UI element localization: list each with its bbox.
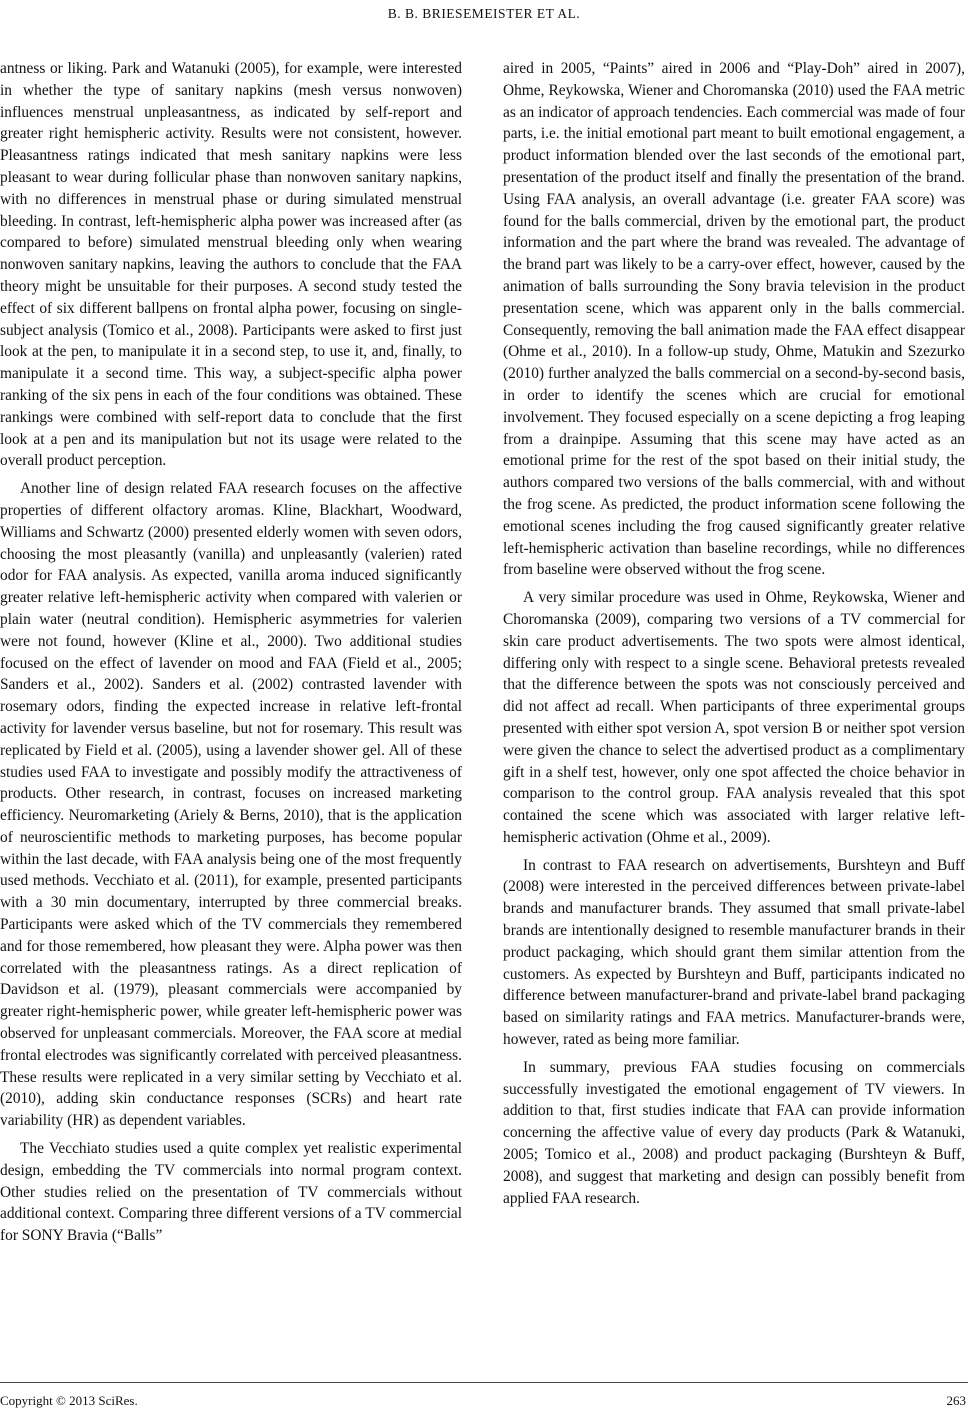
paragraph: aired in 2005, “Paints” aired in 2006 and “Play-Doh” aired in 2007), Ohme, Reykowska, Wiener and Choromanska (2010) used the FAA metric as an indicator of approach tendencies. Each commercial was made of four parts, i.e. the initial emotional part meant to built emotional engagement, a product information blended over the last seconds of the emotional part, presentation of the product itself and finally the presentation of the brand. Using FAA analysis, an overall advantage (i.e. greater FAA score) was found for the balls commercial, driven by the emotional part, the product information and the part where the brand was revealed. The advantage of the brand part was likely to be a carry-over effect, however, caused by the animation of balls surrounding the Sony bravia television in the product presentation scene, which was apparent only in the balls commercial. Consequently, removing the ball animation made the FAA effect disappear (Ohme et al., 2010). In a follow-up study, Ohme, Matukin and Szezurko (2010) further analyzed the balls commercial on a second-by-second basis, in order to identify the scenes which are crucial for emotional involvement. They focused especially on a scene depicting a frog leaping from a drainpipe. Assuming that this scene may have acted as an emotional prime for the rest of the spot based on their initial study, the authors compared two versions of the balls commercial, with and without the frog scene. As predicted, the product information scene following the emotional scenes including the frog caused significantly greater relative left-hemispheric activation than baseline recordings, while no differences from baseline were observed without the frog scene. <box>503 60 965 579</box>
copyright-notice: Copyright © 2013 SciRes. <box>0 1393 138 1408</box>
paragraph: Another line of design related FAA research focuses on the affective properties of different olfactory aromas. Kline, Blackhart, Woodward, Williams and Schwartz (2000) presented elderly women with seven odors, choosing the most pleasantly (vanilla) and unpleasantly (valerien) rated odor for FAA analysis. As expected, vanilla aroma induced significantly greater relative left-hemispheric activity when compared with valerien or plain water (neutral condition). Hemispheric asymmetries for valerien were not found, however (Kline et al., 2000). Two additional studies focused on the effect of lavender on mood and FAA (Field et al., 2005; Sanders et al., 2002). Sanders et al. (2002) contrasted lavender with rosemary odors, finding the expected increase in relative left-frontal activity for lavender versus baseline, but not for rosemary. This result was replicated by Field et al. (2005), using a lavender shower gel. All of these studies used FAA to investigate and possibly modify the attractiveness of products. Other research, in contrast, focuses on increased marketing efficiency. Neuromarketing (Ariely & Berns, 2010), that is the application of neuroscientific methods to marketing purposes, has become popular within the last decade, with FAA analysis being one of the most frequently used methods. Vecchiato et al. (2011), for example, presented participants with a 30 min documentary, interrupted by three commercial breaks. Participants were asked which of the TV commercials they remembered and for those remembered, how pleasant they were. Alpha power was then correlated with the pleasantness ratings. As a direct replication of Davidson et al. (1979), pleasant commercials were accompanied by greater right-hemispheric power, while greater left-hemispheric power was observed for unpleasant commercials. Moreover, the FAA score at medial frontal electrodes was significantly correlated with perceived pleasantness. These results were replicated in a very similar setting by Vecchiato et al. (2010), adding skin conductance responses (SCRs) and heart rate variability (HR) as dependent variables. <box>0 480 462 1130</box>
left-column <box>0 58 462 1253</box>
paragraph: antness or liking. Park and Watanuki (2005), for example, were interested in whether the type of sanitary napkins (mesh versus nonwoven) influences menstrual unpleasantness, as indicated by self-report and greater right hemispheric activity. Results were not consistent, however. Pleasantness ratings indicated that mesh sanitary napkins were less pleasant to wear during follicular phase than nonwoven sanitary napkins, with no differences in menstrual phase or during simulated menstrual bleeding. In contrast, left-hemispheric alpha power was increased after (as compared to before) simulated menstrual bleeding only when wearing nonwoven sanitary napkins, leaving the authors to conclude that the FAA theory might be unsuitable for their purposes. A second study tested the effect of six different ballpens on frontal alpha power, focusing on single-subject analysis (Tomico et al., 2008). Participants were asked to first just look at the pen, to manipulate it in a second step, to use it, and, finally, to manipulate it a second time. This way, a subject-specific alpha power ranking of the six pens in each of the four conditions was obtained. These rankings were combined with self-report data to conclude that the first look at a pen and its manipulation but not its usage were related to the overall product perception. <box>0 60 462 470</box>
page-number: 263 <box>946 1393 966 1408</box>
paragraph: In summary, previous FAA studies focusing on commercials successfully investigated the emotional engagement of TV viewers. In addition to that, first studies indicate that FAA can provide information concerning the affective value of every day products (Park & Watanuki, 2005; Tomico et al., 2008) and product packaging (Burshteyn & Buff, 2008), and suggest that marketing and design can possibly benefit from applied FAA research. <box>503 1058 965 1207</box>
paragraph: The Vecchiato studies used a quite complex yet realistic experimental design, embedding the TV commercials into normal program context. Other studies relied on the presentation of TV commercials without additional context. Comparing three different versions of a TV commercial for SONY Bravia (“Balls” <box>0 1140 462 1245</box>
running-header: B. B. BRIESEMEISTER ET AL. <box>387 6 581 21</box>
paragraph: In contrast to FAA research on advertisements, Burshteyn and Buff (2008) were interested in the perceived differences between private-label brands and manufacturer brands. They assumed that small private-label brands are intentionally designed to resemble manufacturer brands in their product packaging, which should grant them similar attention from the customers. As expected by Burshteyn and Buff, participants indicated no difference between manufacturer-brand and private-label brand packaging based on similarity ratings and FAA metrics. Manufacturer-brands were, however, rated as being more familiar. <box>503 856 965 1049</box>
paragraph: A very similar procedure was used in Ohme, Reykowska, Wiener and Choromanska (2009), comparing two versions of a TV commercial for skin care product advertisements. The two spots were almost identical, differing only with respect to a single scene. Behavioral pretests revealed that the difference between the spots was not consciously perceived and did not affect ad recall. When participants of three experimental groups presented with either spot version A, spot version B or neither spot version were given the chance to select the advertised product as a complimentary gift in a shelf test, however, only one spot affected the choice behavior in comparison to the control group. FAA analysis revealed that this spot contained the scene which was associated with larger relative left-hemispheric activation (Ohme et al., 2009). <box>503 589 965 846</box>
footer-divider <box>0 1382 968 1383</box>
right-column <box>503 58 965 1215</box>
